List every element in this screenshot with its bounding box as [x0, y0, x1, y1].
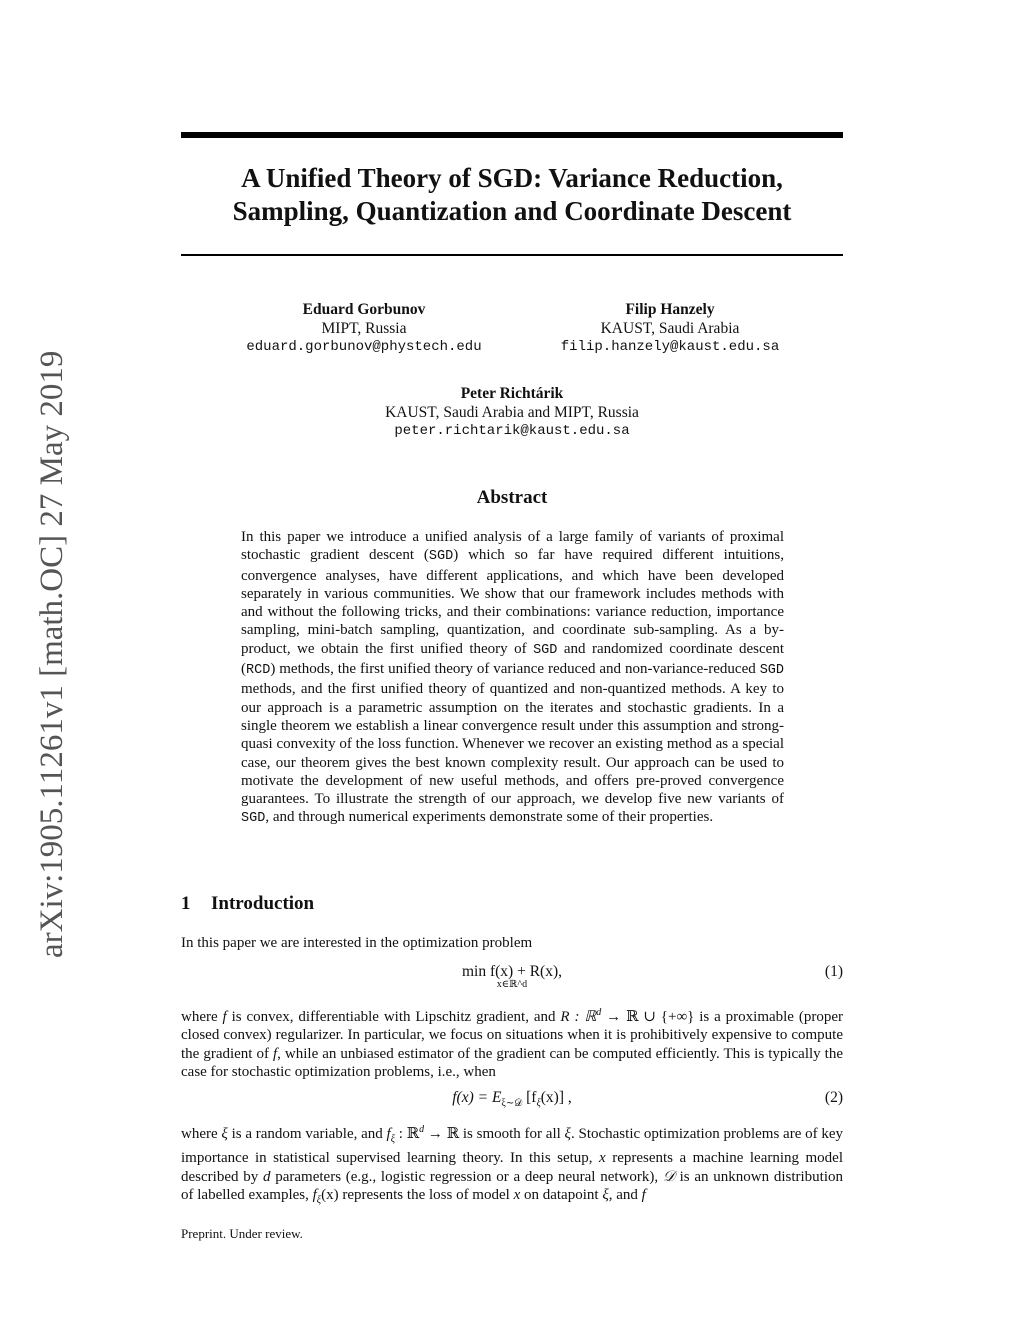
abstract-heading: Abstract — [476, 487, 548, 508]
title-top-rule — [181, 132, 843, 138]
author-affiliation: KAUST, Saudi Arabia and MIPT, Russia — [385, 404, 639, 421]
equation-body: min f(x) + R(x), — [461, 963, 562, 980]
author-name: Eduard Gorbunov — [302, 301, 426, 318]
title-line-2: Sampling, Quantization and Coordinate Descent — [232, 196, 792, 226]
equation-subscript: x∈ℝ^d — [496, 979, 528, 990]
equation-subscript: ξ∼𝒟 — [501, 1098, 523, 1110]
equation-2: $f(x) = E_{\xi\sim 𝒟}$ $[f_\xi(x)]$ , (2) — [452, 1089, 843, 1110]
title-bottom-rule — [181, 254, 843, 256]
author-email[interactable]: peter.richtarik@kaust.edu.sa — [394, 423, 630, 439]
intro-paragraph: In this paper we are interested in the optimization problem — [181, 935, 533, 951]
equation-1 — [181, 963, 843, 997]
author-block — [214, 300, 514, 357]
section-heading — [181, 893, 314, 915]
author-email[interactable]: filip.hanzely@kaust.edu.sa — [560, 339, 780, 355]
equation-label: (2) — [824, 1089, 843, 1106]
author-name: Filip Hanzely — [625, 301, 715, 318]
arxiv-identifier: arXiv:1905.11261v1 [math.OC] 27 May 2019 — [34, 350, 70, 958]
author-affiliation: MIPT, Russia — [321, 320, 407, 337]
intro-paragraph: where f is convex, differentiable with Lipschitz gradient, and R : ℝ$^d$ → ℝ ∪ {+∞} is a proximable (proper closed convex) regularizer. In particular, we focus on situations when it is prohibitively expensive to compute the gradient of f, while an unbiased estimator of the gradient can be computed efficiently. This is typically the case for stochastic optimization problems, i.e., when — [181, 1007, 844, 1080]
author-name: Peter Richtárik — [460, 385, 564, 402]
paper-title — [181, 162, 843, 228]
title-line-1: A Unified Theory of SGD: Variance Reduction, — [241, 163, 783, 193]
equation-body: f(x) = E — [452, 1089, 502, 1106]
author-block — [520, 300, 820, 357]
intro-paragraph: where ξ is a random variable, and $f_\xi$ : ℝ$^d$ → ℝ is smooth for all ξ. Stochastic optimization problems are of key importance in statistical supervised learning theory. In this setup, x represents a machine learning model described by d parameters (e.g., logistic regression or a deep neural network), 𝒟 is an unknown distribution of labelled examples, $f_\xi(x)$ represents the loss of model x on datapoint ξ, and f — [181, 1124, 844, 1206]
author-affiliation: KAUST, Saudi Arabia — [600, 320, 740, 337]
equation-label: (1) — [824, 963, 843, 980]
section-number: 1 — [181, 893, 191, 914]
section-title: Introduction — [211, 893, 315, 914]
author-block — [312, 384, 712, 441]
author-email[interactable]: eduard.gorbunov@phystech.edu — [246, 339, 482, 355]
abstract-body: In this paper we introduce a unified analysis of a large family of variants of proximal stochastic gradient descent (SGD) which so far have required different intuitions, convergence analyses, have different applications, and which have been developed separately in various communities. We show that our framework includes methods with and without the following tricks, and their combinations: variance reduction, importance sampling, mini-batch sampling, quantization, and coordinate sub-sampling. As a by-product, we obtain the first unified theory of SGD and randomized coordinate descent (RCD) methods, the first unified theory of variance reduced and non-variance-reduced SGD methods, and the first unified theory of quantized and non-quantized methods. A key to our approach is a parametric assumption on the iterates and stochastic gradients. In a single theorem we establish a linear convergence result under this assumption and strong-quasi convexity of the loss function. Whenever we recover an existing method as a special case, our theorem gives the best known complexity result. Our approach can be used to motivate the development of new useful methods, and offers pre-proved convergence guarantees. To illustrate the strength of our approach, we develop five new variants of SGD, and through numerical experiments demonstrate some of their properties. — [241, 529, 785, 827]
footer-note: Preprint. Under review. — [181, 1226, 303, 1241]
